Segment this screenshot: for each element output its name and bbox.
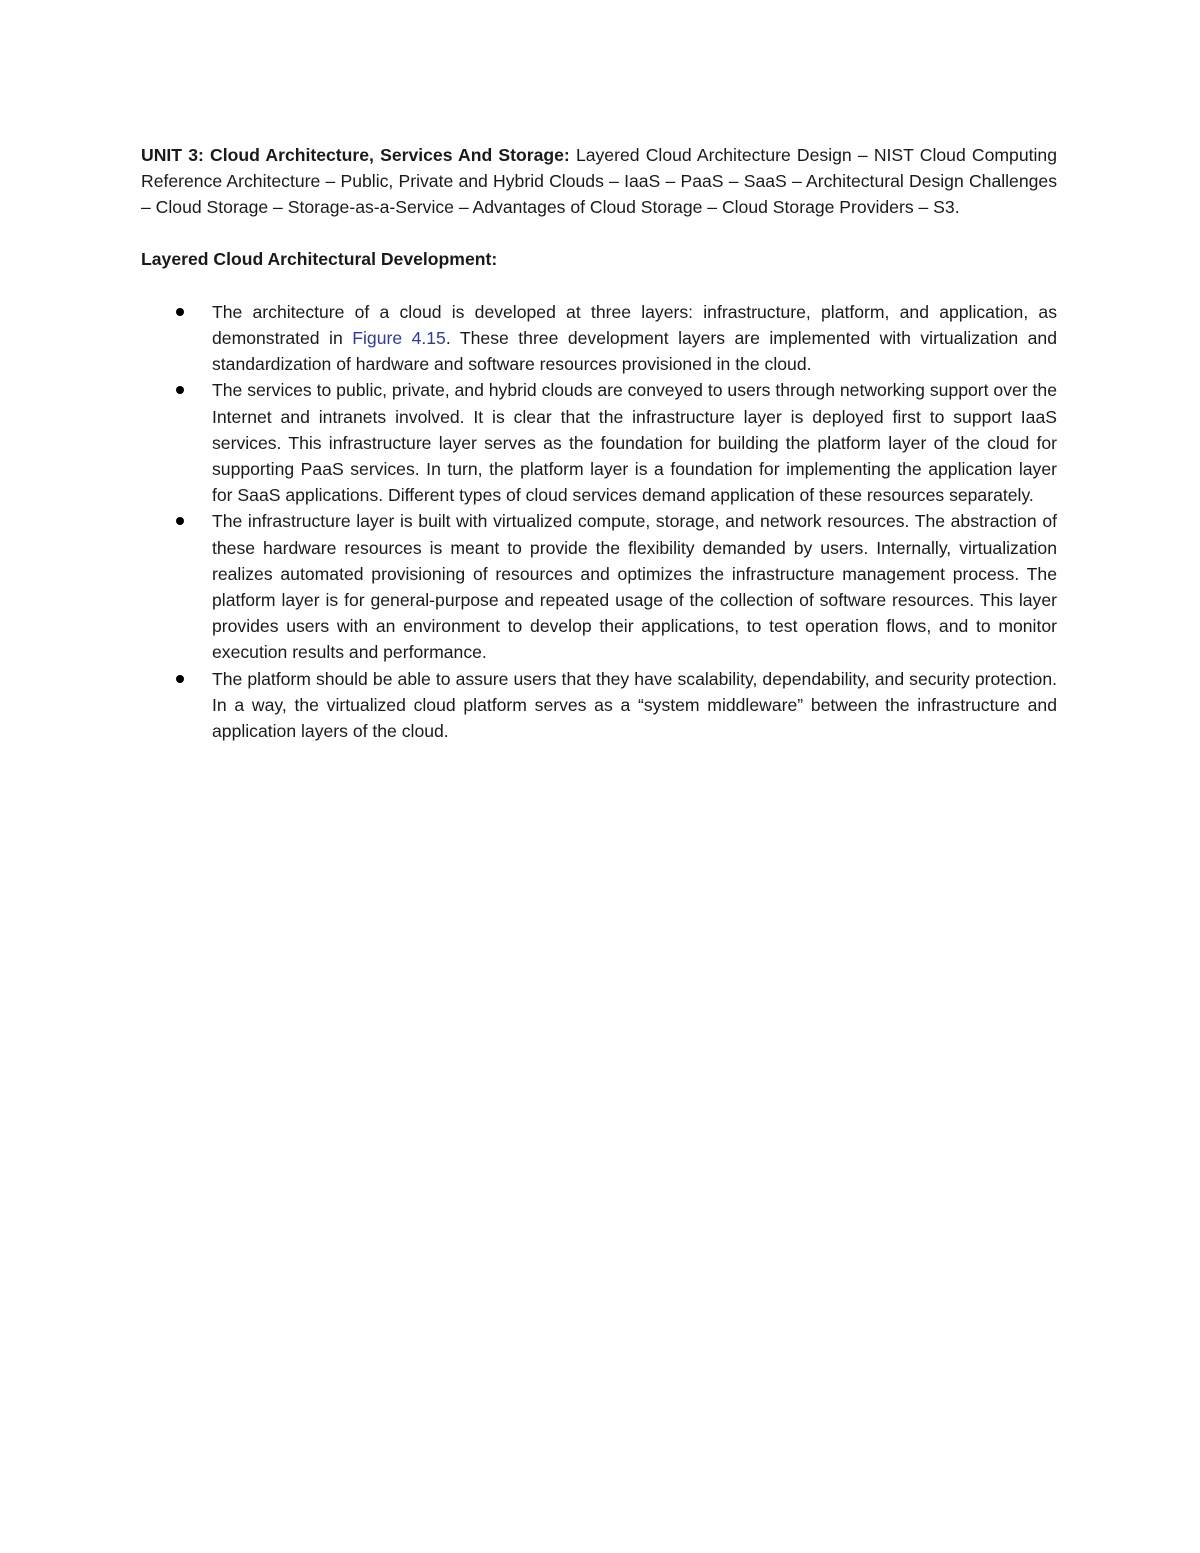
list-item <box>141 299 1057 378</box>
section-heading: Layered Cloud Architectural Development: <box>141 248 498 269</box>
bullet-list <box>141 299 1057 744</box>
figure-link[interactable]: Figure 4.15 <box>352 328 446 349</box>
unit-title: UNIT 3: Cloud Architecture, Services And Storage: <box>141 145 570 165</box>
unit-topics: Layered Cloud Architecture Design – NIST Cloud Computing Reference Architecture – Public, Private and Hybrid Clouds – IaaS – PaaS – SaaS – Architectural Design Challenges – Cloud Storage – Storage-as-a-Service – Advantages of Cloud Storage – Cloud Storage Providers – S3. <box>141 145 1057 218</box>
list-item-text: The architecture of a cloud is developed at three layers: infrastructure, platform, and application, as demonstrated in <box>212 301 1057 349</box>
list-item <box>141 508 1057 665</box>
list-item-text: . These three development layers are implemented with virtualization and standardization of hardware and software resources provisioned in the cloud. <box>212 328 1057 375</box>
bullet-icon <box>176 675 184 683</box>
list-item <box>141 666 1057 745</box>
list-item-text: The services to public, private, and hybrid clouds are conveyed to users through networking support over the Internet and intranets involved. It is clear that the infrastructure layer is deployed first to support IaaS services. This infrastructure layer serves as the foundation for building the platform layer of the cloud for supporting PaaS services. In turn, the platform layer is a foundation for implementing the application layer for SaaS applications. Different types of cloud services demand application of these resources separately. <box>212 380 1057 506</box>
unit-intro-paragraph <box>141 142 1057 221</box>
list-item <box>141 377 1057 508</box>
bullet-icon <box>176 517 184 525</box>
list-item-text: The infrastructure layer is built with virtualized compute, storage, and network resources. The abstraction of these hardware resources is meant to provide the flexibility demanded by users. Internally, virtualization realizes automated provisioning of resources and optimizes the infrastructure management process. The platform layer is for general-purpose and repeated usage of the collection of software resources. This layer provides users with an environment to develop their applications, to test operation flows, and to monitor execution results and performance. <box>212 511 1057 663</box>
list-item-text: The platform should be able to assure users that they have scalability, dependability, and security protection. In a way, the virtualized cloud platform serves as a “system middleware” between the infrastructure and application layers of the cloud. <box>212 668 1057 742</box>
bullet-icon <box>176 308 184 316</box>
document-page <box>141 142 1057 744</box>
bullet-icon <box>176 386 184 394</box>
